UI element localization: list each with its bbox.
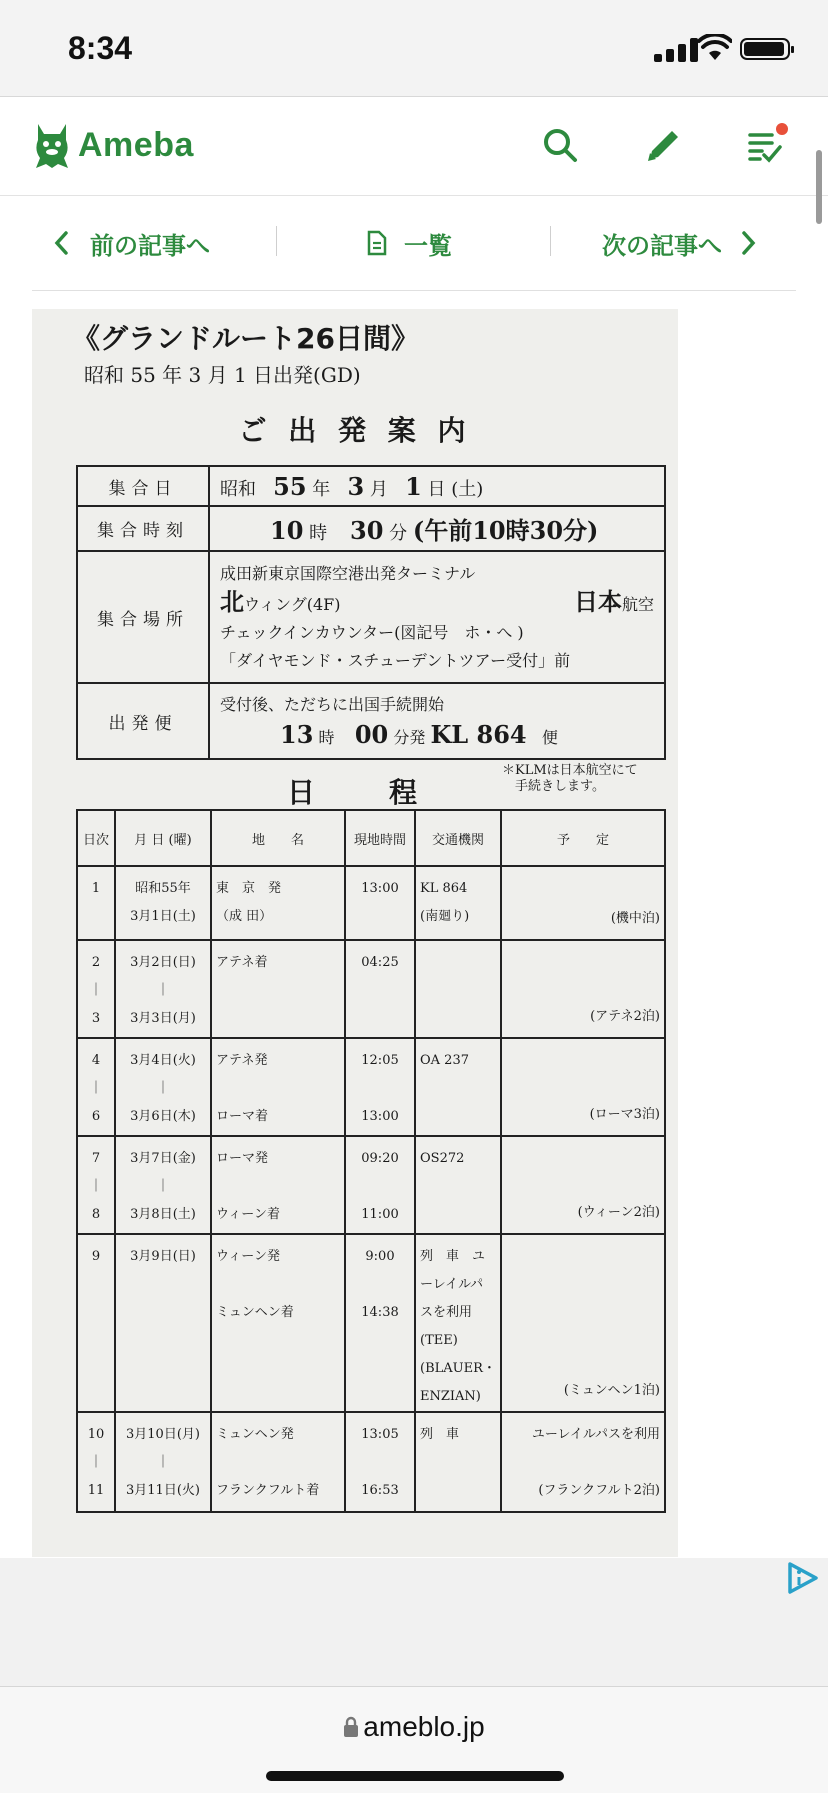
departure-info-table [76, 465, 666, 760]
ameba-logo[interactable] [32, 115, 194, 175]
schedule-cell-place: ミュンヘン発 フランクフルト着 [211, 1412, 345, 1512]
schedule-cell-place: ローマ発 ウィーン着 [211, 1136, 345, 1234]
cellular-signal-icon [654, 36, 702, 62]
schedule-cell-place: ウィーン発 ミュンヘン着 [211, 1234, 345, 1412]
article-list-label: 一覧 [404, 231, 452, 260]
pencil-icon[interactable] [642, 123, 686, 167]
article-nav [32, 196, 796, 291]
schedule-table [76, 809, 666, 1513]
schedule-cell-date: 昭和55年 3月1日(土) [115, 866, 211, 940]
schedule-cell-plan: (ローマ3泊) [501, 1038, 665, 1136]
article-list-link[interactable] [366, 196, 452, 290]
schedule-cell-place: アテネ発 ローマ着 [211, 1038, 345, 1136]
url-display[interactable] [0, 1711, 828, 1743]
schedule-row [77, 1136, 665, 1234]
battery-icon [740, 38, 790, 60]
col-header: 月 日 (曜) [115, 810, 211, 866]
schedule-cell-day: 2 ｜ 3 [77, 940, 115, 1038]
schedule-cell-plan: (機中泊) [501, 866, 665, 940]
schedule-heading: 日 程 [286, 776, 423, 809]
chevron-left-icon [52, 229, 72, 257]
schedule-cell-transport: KL 864 (南廻り) [415, 866, 501, 940]
schedule-cell-date: 3月2日(日) ｜ 3月3日(月) [115, 940, 211, 1038]
meeting-day-label: 集合日 [77, 466, 209, 506]
meeting-time-label: 集合時刻 [77, 506, 209, 551]
col-header: 現地時間 [345, 810, 415, 866]
meeting-place-value: 成田新東京国際空港出発ターミナル 北ウィング(4F) 日本航空 チェックインカウンター(図記号 ホ・へ ) 「ダイヤモンド・スチューデントツアー受付」前 [209, 551, 665, 683]
prev-article-label: 前の記事へ [90, 231, 210, 260]
schedule-row [77, 1412, 665, 1512]
nav-divider [550, 226, 551, 256]
schedule-cell-time: 09:20 11:00 [345, 1136, 415, 1234]
schedule-cell-place: 東 京 発 （成 田） [211, 866, 345, 940]
schedule-cell-time: 13:00 [345, 866, 415, 940]
ameba-mascot-icon [32, 120, 72, 170]
flight-label: 出発便 [77, 683, 209, 759]
next-article-link[interactable] [602, 196, 758, 290]
col-header: 日次 [77, 810, 115, 866]
col-header: 交通機関 [415, 810, 501, 866]
notification-dot [776, 123, 788, 135]
schedule-row [77, 940, 665, 1038]
schedule-cell-place: アテネ着 [211, 940, 345, 1038]
col-header: 予 定 [501, 810, 665, 866]
schedule-cell-plan: ユーレイルパスを利用 (フランクフルト2泊) [501, 1412, 665, 1512]
scroll-indicator [816, 150, 822, 224]
app-header [0, 97, 828, 196]
doc-subtitle: 昭和 55 年 3 月 1 日出発(GD) [84, 363, 361, 387]
klm-note: ＊KLMは日本航空にて 手続きします。 [502, 763, 638, 794]
meeting-place-label: 集合場所 [77, 551, 209, 683]
schedule-cell-time: 13:05 16:53 [345, 1412, 415, 1512]
schedule-header-row [77, 810, 665, 866]
schedule-cell-time: 12:05 13:00 [345, 1038, 415, 1136]
schedule-cell-transport: 列 車 ユーレイルパスを利用 (TEE) (BLAUER・ENZIAN) [415, 1234, 501, 1412]
schedule-row [77, 1038, 665, 1136]
browser-address-bar[interactable] [0, 1686, 828, 1793]
schedule-cell-transport: 列 車 [415, 1412, 501, 1512]
status-bar [0, 0, 828, 97]
schedule-cell-transport [415, 940, 501, 1038]
search-icon[interactable] [538, 123, 582, 167]
flight-value: 受付後、ただちに出国手続開始 13 時 00 分発 KL 864 便 [209, 683, 665, 759]
adchoices-icon[interactable] [782, 1558, 822, 1598]
schedule-cell-time: 9:00 14:38 [345, 1234, 415, 1412]
status-time: 8:34 [68, 30, 133, 66]
col-header: 地 名 [211, 810, 345, 866]
document-icon [366, 230, 388, 256]
next-article-label: 次の記事へ [602, 231, 722, 260]
schedule-cell-plan: (ウィーン2泊) [501, 1136, 665, 1234]
ad-banner[interactable] [0, 1558, 828, 1686]
schedule-cell-transport: OS272 [415, 1136, 501, 1234]
schedule-cell-date: 3月7日(金) ｜ 3月8日(土) [115, 1136, 211, 1234]
schedule-cell-day: 7 ｜ 8 [77, 1136, 115, 1234]
schedule-cell-day: 10 ｜ 11 [77, 1412, 115, 1512]
schedule-cell-day: 9 [77, 1234, 115, 1412]
schedule-cell-plan: (アテネ2泊) [501, 940, 665, 1038]
prev-article-link[interactable] [52, 196, 210, 290]
logo-text: Ameba [78, 125, 194, 164]
doc-title: 《グランドルート26日間》 [72, 322, 419, 355]
wifi-icon [698, 34, 732, 62]
schedule-cell-transport: OA 237 [415, 1038, 501, 1136]
meeting-day-value: 昭和 55 年 3 月 1 日 (土) [209, 466, 665, 506]
schedule-row [77, 866, 665, 940]
meeting-time-value: 10 時 30 分 (午前10時30分) [209, 506, 665, 551]
schedule-cell-day: 4 ｜ 6 [77, 1038, 115, 1136]
departure-heading: ご 出 発 案 内 [238, 414, 472, 447]
schedule-cell-date: 3月10日(月) ｜ 3月11日(火) [115, 1412, 211, 1512]
lock-icon [343, 1716, 359, 1738]
notification-list-icon[interactable] [744, 123, 788, 167]
schedule-cell-day: 1 [77, 866, 115, 940]
chevron-right-icon [738, 229, 758, 257]
home-indicator[interactable] [266, 1771, 564, 1781]
itinerary-document-image[interactable] [32, 309, 678, 1557]
schedule-cell-plan: (ミュンヘン1泊) [501, 1234, 665, 1412]
schedule-cell-date: 3月9日(日) [115, 1234, 211, 1412]
url-text: ameblo.jp [363, 1711, 485, 1742]
schedule-row [77, 1234, 665, 1412]
nav-divider [276, 226, 277, 256]
schedule-cell-time: 04:25 [345, 940, 415, 1038]
schedule-cell-date: 3月4日(火) ｜ 3月6日(木) [115, 1038, 211, 1136]
